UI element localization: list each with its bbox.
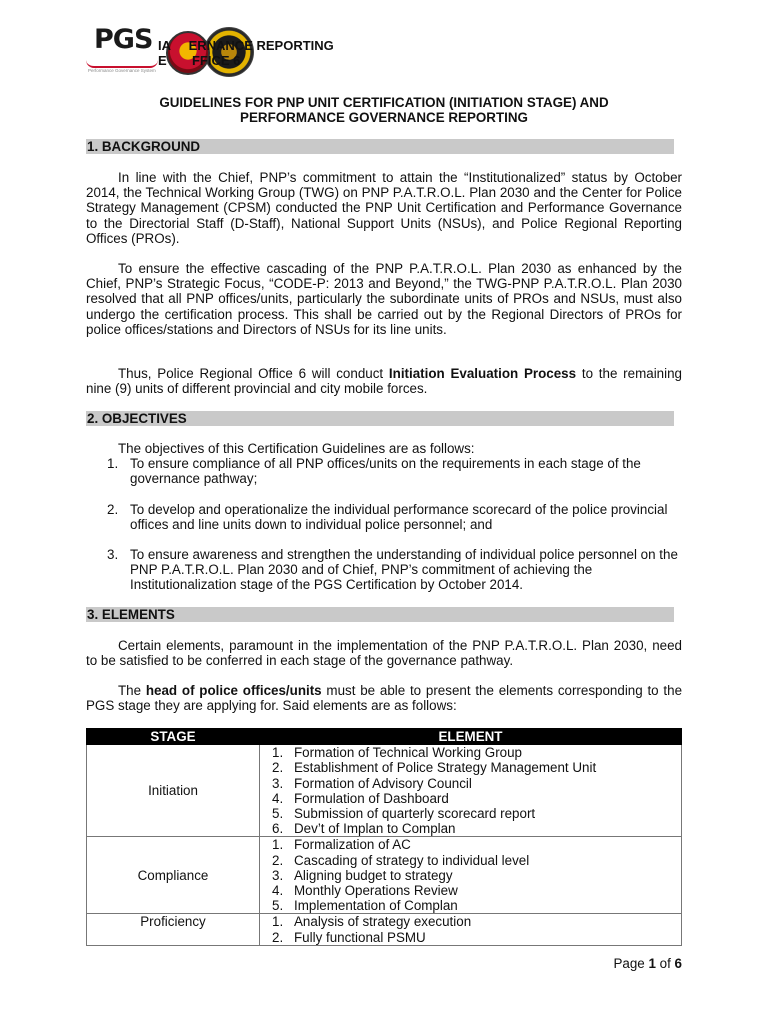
- objective-number: 2.: [107, 502, 119, 517]
- elements-p2-bold: head of police offices/units: [145, 683, 322, 698]
- page-number: 1: [648, 956, 656, 971]
- stage-cell: Proficiency: [87, 914, 260, 945]
- objective-text: To ensure compliance of all PNP offices/units on the requirements in each stage of the governance pathway;: [130, 456, 641, 487]
- background-paragraph-3: [86, 366, 682, 396]
- list-item: 1. Analysis of strategy execution: [272, 914, 472, 930]
- elements-table: [86, 728, 682, 946]
- element-cell: [260, 837, 682, 914]
- section-heading-background: 1. BACKGROUND: [86, 139, 674, 154]
- pgs-logo: [86, 24, 164, 74]
- stage-cell: Initiation: [87, 745, 260, 837]
- elements-p2-after: must be able to present the elements corresponding to the PGS stage they are applying for. Said elements are as follows:: [86, 683, 683, 714]
- objectives-intro: [86, 441, 682, 456]
- objective-text: To develop and operationalize the individual performance scorecard of the police provincial offices and line units down to individual police personnel; and: [130, 502, 668, 533]
- section-heading-elements: 3. ELEMENTS: [86, 607, 674, 622]
- title-line-2: PERFORMANCE GOVERNANCE REPORTING: [240, 110, 528, 125]
- document-title: [86, 95, 682, 125]
- objectives-item-1: [104, 456, 682, 486]
- section-heading-objectives: 2. OBJECTIVES: [86, 411, 674, 426]
- objective-text: To ensure awareness and strengthen the understanding of individual police personnel on the PNP P.A.T.R.O.L. Plan 2030 and of Chief, PNP’s commitment of achieving the Institutionalization stage of the PGS Certification by October 2014.: [130, 547, 678, 593]
- element-cell: [260, 745, 682, 837]
- list-item: 3. Formation of Advisory Council: [272, 775, 472, 791]
- elements-p2-before: The: [118, 683, 146, 698]
- page-label: Page: [613, 956, 645, 971]
- list-item: 1. Formalization of AC: [272, 837, 411, 853]
- objectives-intro-text: The objectives of this Certification Guidelines are as follows:: [118, 441, 475, 456]
- background-paragraph-1: [86, 170, 682, 246]
- elements-paragraph-1: [86, 638, 682, 668]
- pgs-logo-text: PGS: [94, 24, 153, 55]
- pgs-logo-swoosh: [86, 60, 158, 68]
- header-line-2: E FFICE 6: [158, 53, 241, 68]
- document-header: [86, 24, 686, 78]
- table-row: [87, 914, 682, 945]
- header-text: [158, 38, 334, 68]
- of-label: of: [659, 956, 671, 971]
- list-item: 2. Establishment of Police Strategy Management Unit: [272, 760, 597, 776]
- stage-cell: Compliance: [87, 837, 260, 914]
- background-p3-bold: Initiation Evaluation Process: [388, 366, 577, 381]
- list-item: 2. Cascading of strategy to individual level: [272, 852, 530, 868]
- list-item: 2. Fully functional PSMU: [272, 929, 426, 945]
- background-paragraph-2: [86, 261, 682, 337]
- list-item: 5. Implementation of Complan: [272, 898, 458, 914]
- table-row: [87, 745, 682, 837]
- objective-number: 1.: [107, 456, 119, 471]
- background-p3-before: Thus, Police Regional Office 6 will conduct: [118, 366, 389, 381]
- header-line-1: IA ERNANCE REPORTING: [158, 38, 334, 53]
- list-item: 6. Dev’t of Implan to Complan: [272, 821, 456, 837]
- background-p2-text: To ensure the effective cascading of the PNP P.A.T.R.O.L. Plan 2030 as enhanced by the Chief, PNP’s Strategic Focus, “CODE-P: 2013 and Beyond,” the TWG-PNP P.A.T.R.O.L. Plan 2030 resolved that all PNP offices/units, particularly the subordinate units of PROs and NSUs, must also undergo the certification process. This shall be carried out by the Regional Directors of PROs for police offices/stations and Directors of NSUs for its line units.: [86, 261, 682, 337]
- elements-p1-text: Certain elements, paramount in the implementation of the PNP P.A.T.R.O.L. Plan 2030, need to be satisfied to be conferred in each stage of the governance pathway.: [86, 638, 682, 669]
- element-cell: [260, 914, 682, 945]
- table-row: [87, 837, 682, 914]
- table-header-element: ELEMENT: [260, 729, 682, 745]
- background-p3-after: to the remaining nine (9) units of different provincial and city mobile forces.: [86, 366, 682, 397]
- table-header-row: [87, 729, 682, 745]
- objective-number: 3.: [107, 547, 119, 562]
- elements-paragraph-2: [86, 683, 682, 713]
- list-item: 4. Formulation of Dashboard: [272, 790, 449, 806]
- list-item: 4. Monthly Operations Review: [272, 883, 458, 899]
- background-p1-text: In line with the Chief, PNP’s commitment to attain the “Institutionalized” status by October 2014, the Technical Working Group (TWG) on PNP P.A.T.R.O.L. Plan 2030 and the Center for Police Strategy Management (CPSM) conducted the PNP Unit Certification and Performance Governance to the Directorial Staff (D-Staff), National Support Units (NSUs), and Police Regional Reporting Offices (PROs).: [86, 170, 682, 246]
- page-footer: [613, 956, 682, 971]
- title-line-1: GUIDELINES FOR PNP UNIT CERTIFICATION (INITIATION STAGE) AND: [159, 95, 609, 110]
- list-item: 1. Formation of Technical Working Group: [272, 745, 522, 761]
- objectives-item-2: [104, 502, 682, 532]
- list-item: 5. Submission of quarterly scorecard report: [272, 806, 536, 822]
- pgs-logo-tagline: Performance Governance System: [88, 68, 156, 73]
- page-total: 6: [674, 956, 682, 971]
- table-header-stage: STAGE: [87, 729, 260, 745]
- objectives-item-3: [104, 547, 682, 593]
- list-item: 3. Aligning budget to strategy: [272, 867, 453, 883]
